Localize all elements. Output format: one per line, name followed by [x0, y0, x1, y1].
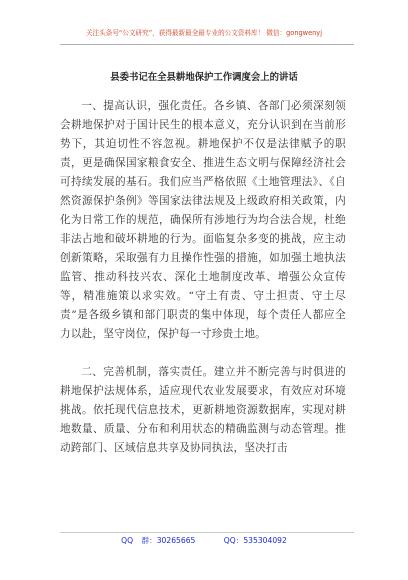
footer-divider	[60, 532, 354, 533]
footer-qq-group: QQ 群：30265665	[121, 536, 196, 545]
paragraph-2: 二、完善机制，落实责任。建立并不断完善与时俱进的耕地保护法规体系，适应现代农业发展要求，有效应对环境挑战。依托现代信息技术，更新耕地资源数据库，实现对耕地数量、质量、分布和利用状态的精确监测与动态管理。推动跨部门、区域信息共享及协同执法，坚决打击	[60, 366, 346, 454]
top-banner: 关注头条号“公文研究”，获得最新最全最专业的公文资料库！ 微信：gongwenyj	[85, 29, 323, 37]
document-title: 县委书记在全县耕地保护工作调度会上的讲话	[110, 72, 298, 83]
paragraph-1: 一、提高认识，强化责任。各乡镇、各部门必须深刻领会耕地保护对于国计民生的根本意义，充分认识到在当前形势下，其迫切性不容忽视。耕地保护不仅是法律赋予的职责，更是确保国家粮食安全、推进生态文明与保障经济社会可持续发展的基石。我们应当严格依照《土地管理法》、《自然资源保护条例》等国家法律法规及上级政府相关政策，内化为日常工作的规范，确保所有涉地行为均合法合规，杜绝非法占地和破坏耕地的行为。面临复杂多变的挑战，应主动创新策略，采取强有力且操作性强的措施，如加强土地执法监管、推动科技兴农、深化土地制度改革、增强公众宣传等，精准施策以求实效。“守土有责、守土担责、守土尽责”是各级乡镇和部门职责的集中体现，每个责任人都应全力以赴，坚守岗位，保护每一寸珍贵土地。	[60, 100, 346, 340]
footer-contact	[0, 535, 408, 546]
header-divider	[60, 44, 354, 45]
document-body	[60, 97, 346, 458]
footer-qq-number: QQ：535304092	[223, 536, 287, 545]
